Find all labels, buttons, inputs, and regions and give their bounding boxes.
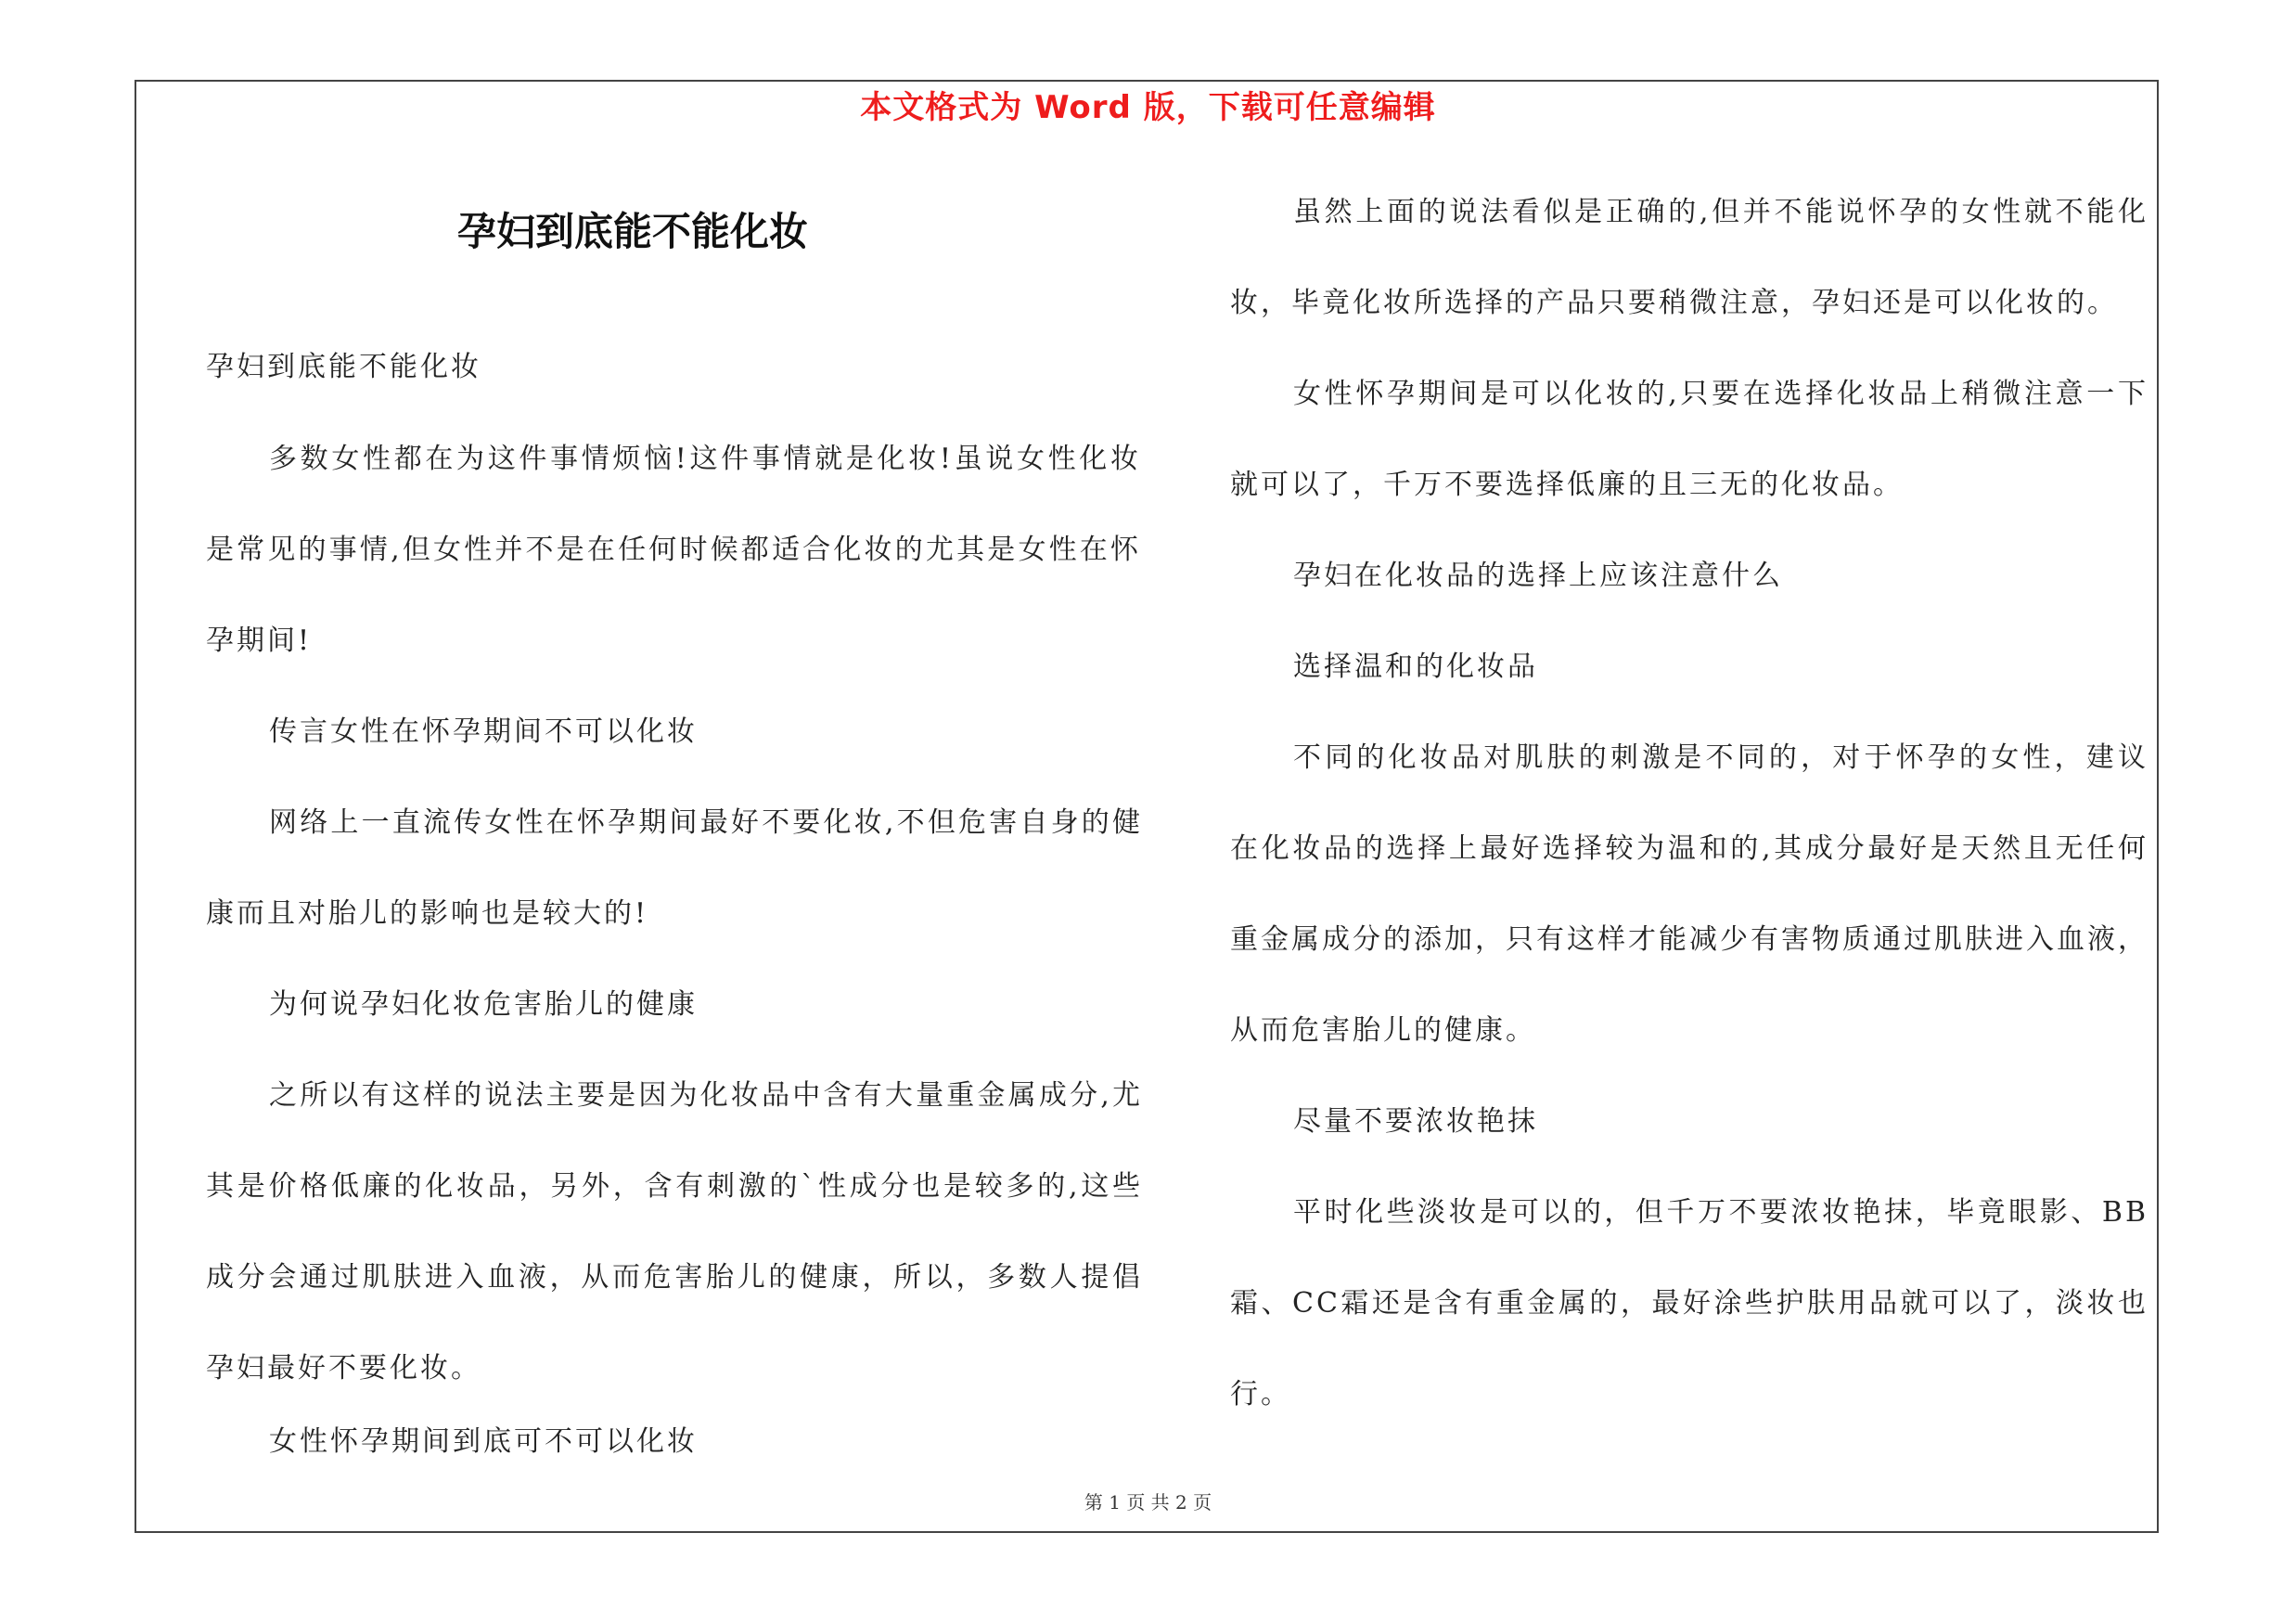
left-paragraph-3: 传言女性在怀孕期间不可以化妆 xyxy=(269,715,698,748)
right-paragraph-1: 虽然上面的说法看似是正确的,但并不能说怀孕的女性就不能化妆，毕竟化妆所选择的产品只要稍微注意，孕妇还是可以化妆的。 xyxy=(1230,196,2148,319)
page-number-footer: 第 1 页 共 2 页 xyxy=(1084,1491,1212,1514)
left-paragraph-6: 之所以有这样的说法主要是因为化妆品中含有大量重金属成分,尤其是价格低廉的化妆品，另外，含有刺激的`性成分也是较多的,这些成分会通过肌肤进入血液，从而危害胎儿的健康，所以，多数人提倡孕妇最好不要化妆。 xyxy=(206,1079,1143,1385)
right-paragraph-3: 孕妇在化妆品的选择上应该注意什么 xyxy=(1293,560,1783,592)
left-paragraph-7: 女性怀孕期间到底可不可以化妆 xyxy=(269,1425,698,1458)
left-paragraph-4: 网络上一直流传女性在怀孕期间最好不要化妆,不但危害自身的健康而且对胎儿的影响也是较大的! xyxy=(206,806,1143,930)
right-paragraph-4: 选择温和的化妆品 xyxy=(1293,650,1538,683)
right-paragraph-7: 平时化些淡妆是可以的，但千万不要浓妆艳抹，毕竟眼影、BB霜、CC霜还是含有重金属的，最好涂些护肤用品就可以了，淡妆也行。 xyxy=(1230,1196,2148,1410)
right-paragraph-5: 不同的化妆品对肌肤的刺激是不同的，对于怀孕的女性，建议在化妆品的选择上最好选择较为温和的,其成分最好是天然且无任何重金属成分的添加，只有这样才能减少有害物质通过肌肤进入血液，从而危害胎儿的健康。 xyxy=(1230,741,2148,1047)
left-paragraph-5: 为何说孕妇化妆危害胎儿的健康 xyxy=(269,988,698,1021)
format-banner: 本文格式为 Word 版，下载可任意编辑 xyxy=(860,89,1436,126)
document-title: 孕妇到底能不能化妆 xyxy=(456,209,808,254)
left-paragraph-1: 孕妇到底能不能化妆 xyxy=(206,351,481,383)
right-paragraph-6: 尽量不要浓妆艳抹 xyxy=(1293,1105,1538,1138)
right-paragraph-2: 女性怀孕期间是可以化妆的,只要在选择化妆品上稍微注意一下就可以了，千万不要选择低廉的且三无的化妆品。 xyxy=(1230,378,2148,501)
left-paragraph-2: 多数女性都在为这件事情烦恼!这件事情就是化妆!虽说女性化妆是常见的事情,但女性并不是在任何时候都适合化妆的尤其是女性在怀孕期间! xyxy=(206,443,1141,657)
